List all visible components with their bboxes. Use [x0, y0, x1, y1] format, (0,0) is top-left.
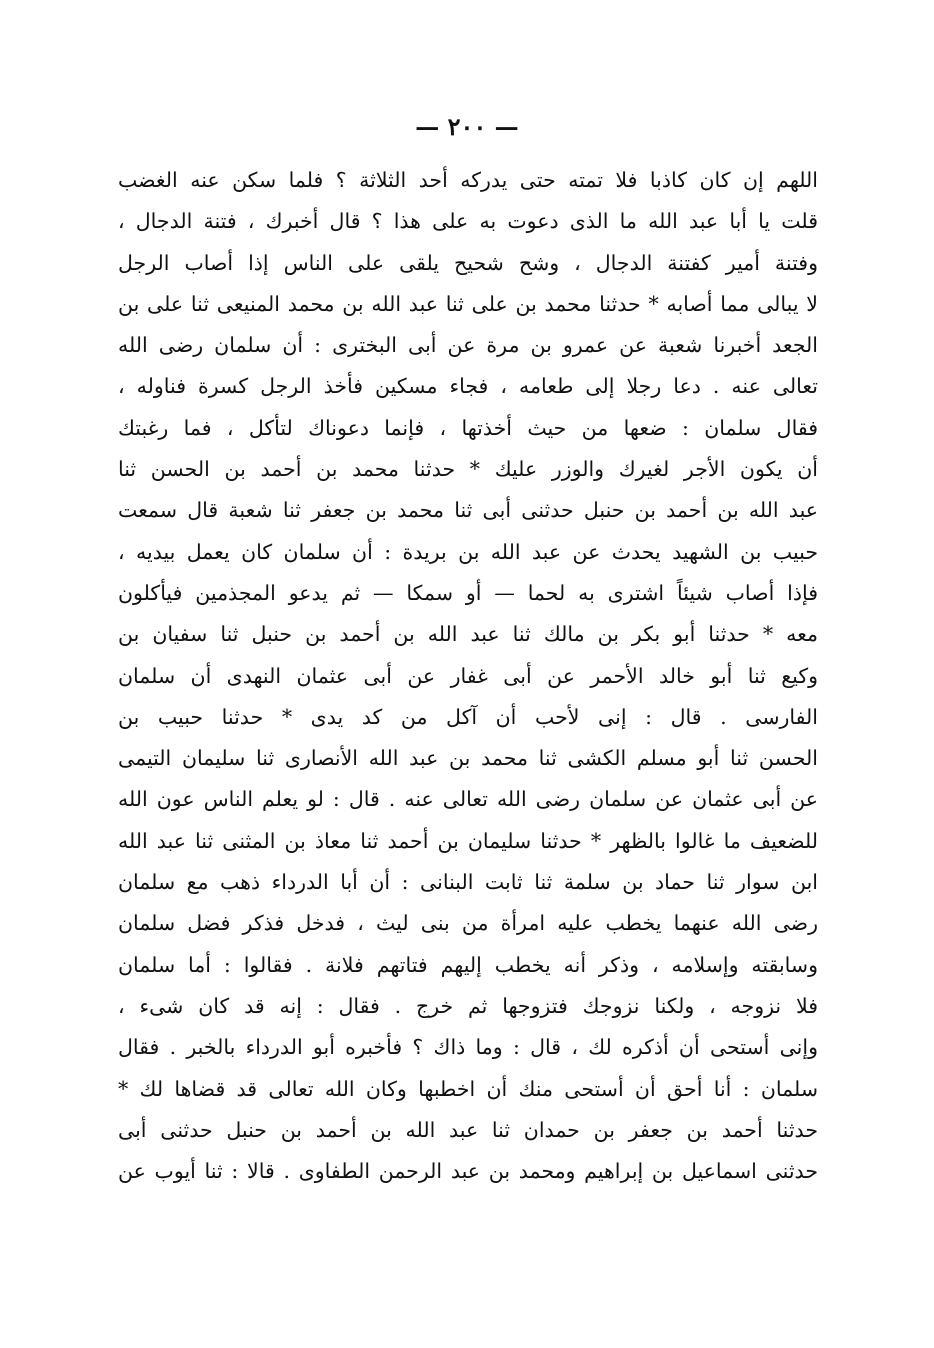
text-line: أن يكون الأجر لغيرك والوزر عليك * حدثنا محمد بن أحمد بن الحسن ثنا	[118, 457, 818, 482]
text-line: وإنى أستحى أن أذكره لك ، قال : وما ذاك ؟ فأخبره أبو الدرداء بالخبر . فقال	[118, 1035, 818, 1060]
text-line: الحسن ثنا أبو مسلم الكشى ثنا محمد بن عبد الله الأنصارى ثنا سليمان التيمى	[118, 746, 818, 771]
text-line: وسابقته وإسلامه ، وذكر أنه يخطب إليهم فتاتهم فلانة . فقالوا : أما سلمان	[118, 952, 818, 977]
text-line: وفتنة أمير كفتنة الدجال ، وشح شحيح يلقى على الناس إذا أصاب الرجل	[118, 250, 818, 275]
text-line: ابن سوار ثنا حماد بن سلمة ثنا ثابت البنانى : أن أبا الدرداء ذهب مع سلمان	[118, 870, 818, 895]
text-line: حدثنا أحمد بن جعفر بن حمدان ثنا عبد الله بن أحمد بن حنبل حدثنى أبى	[118, 1117, 818, 1142]
text-line: عن أبى عثمان عن سلمان رضى الله تعالى عنه . قال : لو يعلم الناس عون الله	[118, 787, 818, 812]
text-line: معه * حدثنا أبو بكر بن مالك ثنا عبد الله بن أحمد بن حنبل ثنا سفيان بن	[118, 622, 818, 647]
text-line: الجعد أخبرنا شعبة عن عمرو بن مرة عن أبى البخترى : أن سلمان رضى الله	[118, 333, 818, 358]
text-line: فإذا أصاب شيئاً اشترى به لحما — أو سمكا — ثم يدعو المجذمين فيأكلون	[118, 580, 818, 605]
text-line: وكيع ثنا أبو خالد الأحمر عن أبى غفار عن أبى عثمان النهدى أن سلمان	[118, 663, 818, 688]
text-line: لا يبالى مما أصابه * حدثنا محمد بن على ثنا عبد الله بن محمد المنيعى ثنا على بن	[118, 291, 818, 316]
text-line: اللهم إن كان كاذبا فلا تمته حتى يدركه أحد الثلاثة ؟ فلما سكن عنه الغضب	[118, 168, 818, 192]
text-line: حدثنى اسماعيل بن إبراهيم ومحمد بن عبد الرحمن الطفاوى . قالا : ثنا أيوب عن	[118, 1159, 818, 1184]
text-line: فلا نزوجه ، ولكنا نزوجك فتزوجها ثم خرج . فقال : إنه قد كان شىء ،	[118, 993, 818, 1018]
page-number: — ٢٠٠ —	[415, 112, 519, 141]
body-text	[118, 160, 818, 1192]
text-line: حبيب بن الشهيد يحدث عن عبد الله بن بريدة : أن سلمان كان يعمل بيديه ،	[118, 539, 818, 564]
text-line: تعالى عنه . دعا رجلا إلى طعامه ، فجاء مسكين فأخذ الرجل كسرة فناوله ،	[118, 374, 818, 399]
text-line: عبد الله بن أحمد بن حنبل حدثنى أبى ثنا محمد بن جعفر ثنا شعبة قال سمعت	[118, 498, 818, 523]
text-line: فقال سلمان : ضعها من حيث أخذتها ، فإنما دعوناك لتأكل ، فما رغبتك	[118, 415, 818, 440]
text-line: الفارسى . قال : إنى لأحب أن آكل من كد يدى * حدثنا حبيب بن	[118, 704, 818, 729]
text-line: قلت يا أبا عبد الله ما الذى دعوت به على هذا ؟ قال أخبرك ، فتنة الدجال ،	[118, 209, 818, 234]
text-line: سلمان : أنا أحق أن أستحى منك أن اخطبها وكان الله تعالى قد قضاها لك *	[118, 1076, 818, 1101]
text-line: للضعيف ما غالوا بالظهر * حدثنا سليمان بن أحمد ثنا معاذ بن المثنى ثنا عبد الله	[118, 828, 818, 853]
text-line: رضى الله عنهما يخطب عليه امرأة من بنى ليث ، فدخل فذكر فضل سلمان	[118, 911, 818, 936]
